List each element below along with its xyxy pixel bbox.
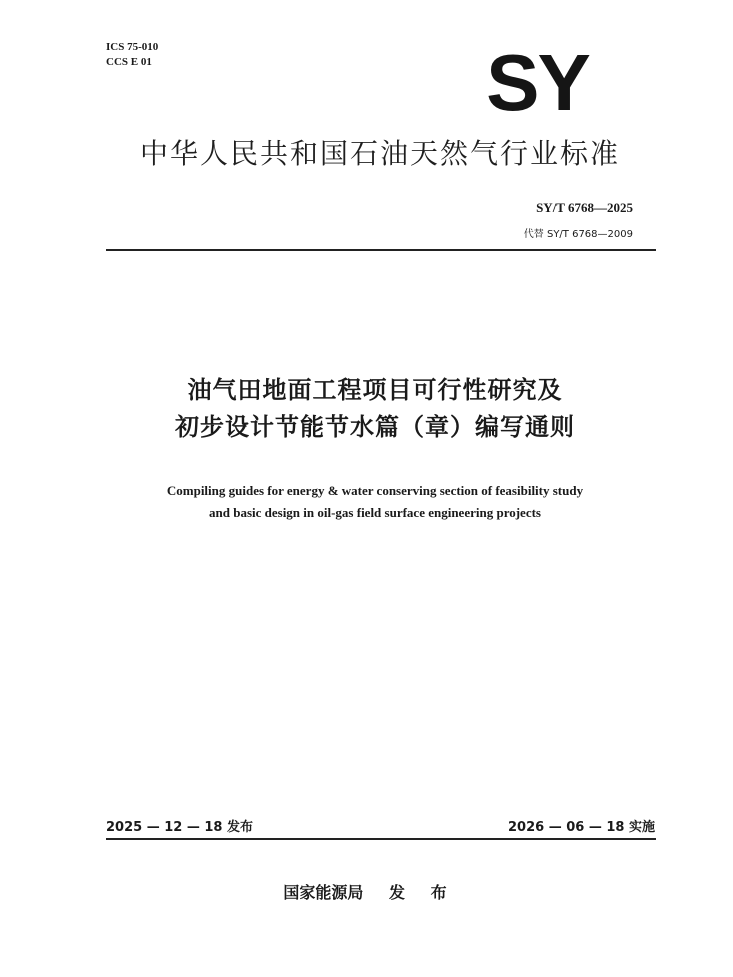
classification-codes — [106, 40, 158, 70]
english-title-line2: and basic design in oil-gas field surface engineering projects — [209, 505, 541, 520]
ccs-code: CCS E 01 — [106, 56, 152, 68]
sy-logo: SY — [486, 38, 589, 127]
replaces-code: 代替 SY/T 6768—2009 — [523, 229, 633, 240]
english-title-line1: Compiling guides for energy & water conserving section of feasibility study — [166, 483, 584, 498]
chinese-title-line1: 油气田地面工程项目可行性研究及 — [187, 376, 563, 404]
implementation-date: 2026 — 06 — 18 实施 — [508, 820, 655, 835]
chinese-title — [80, 372, 670, 446]
standard-category: 中华人民共和国石油天然气行业标准 — [139, 137, 620, 170]
issue-date: 2025 — 12 — 18 发布 — [106, 820, 253, 835]
ics-code: ICS 75-010 — [106, 41, 159, 53]
english-title — [80, 480, 670, 524]
chinese-title-line2: 初步设计节能节水篇（章）编写通则 — [175, 413, 575, 441]
footer-divider — [106, 838, 656, 840]
publisher: 国家能源局 发 布 — [283, 883, 447, 902]
header-divider — [106, 249, 656, 251]
standard-code: SY/T 6768—2025 — [536, 200, 633, 215]
